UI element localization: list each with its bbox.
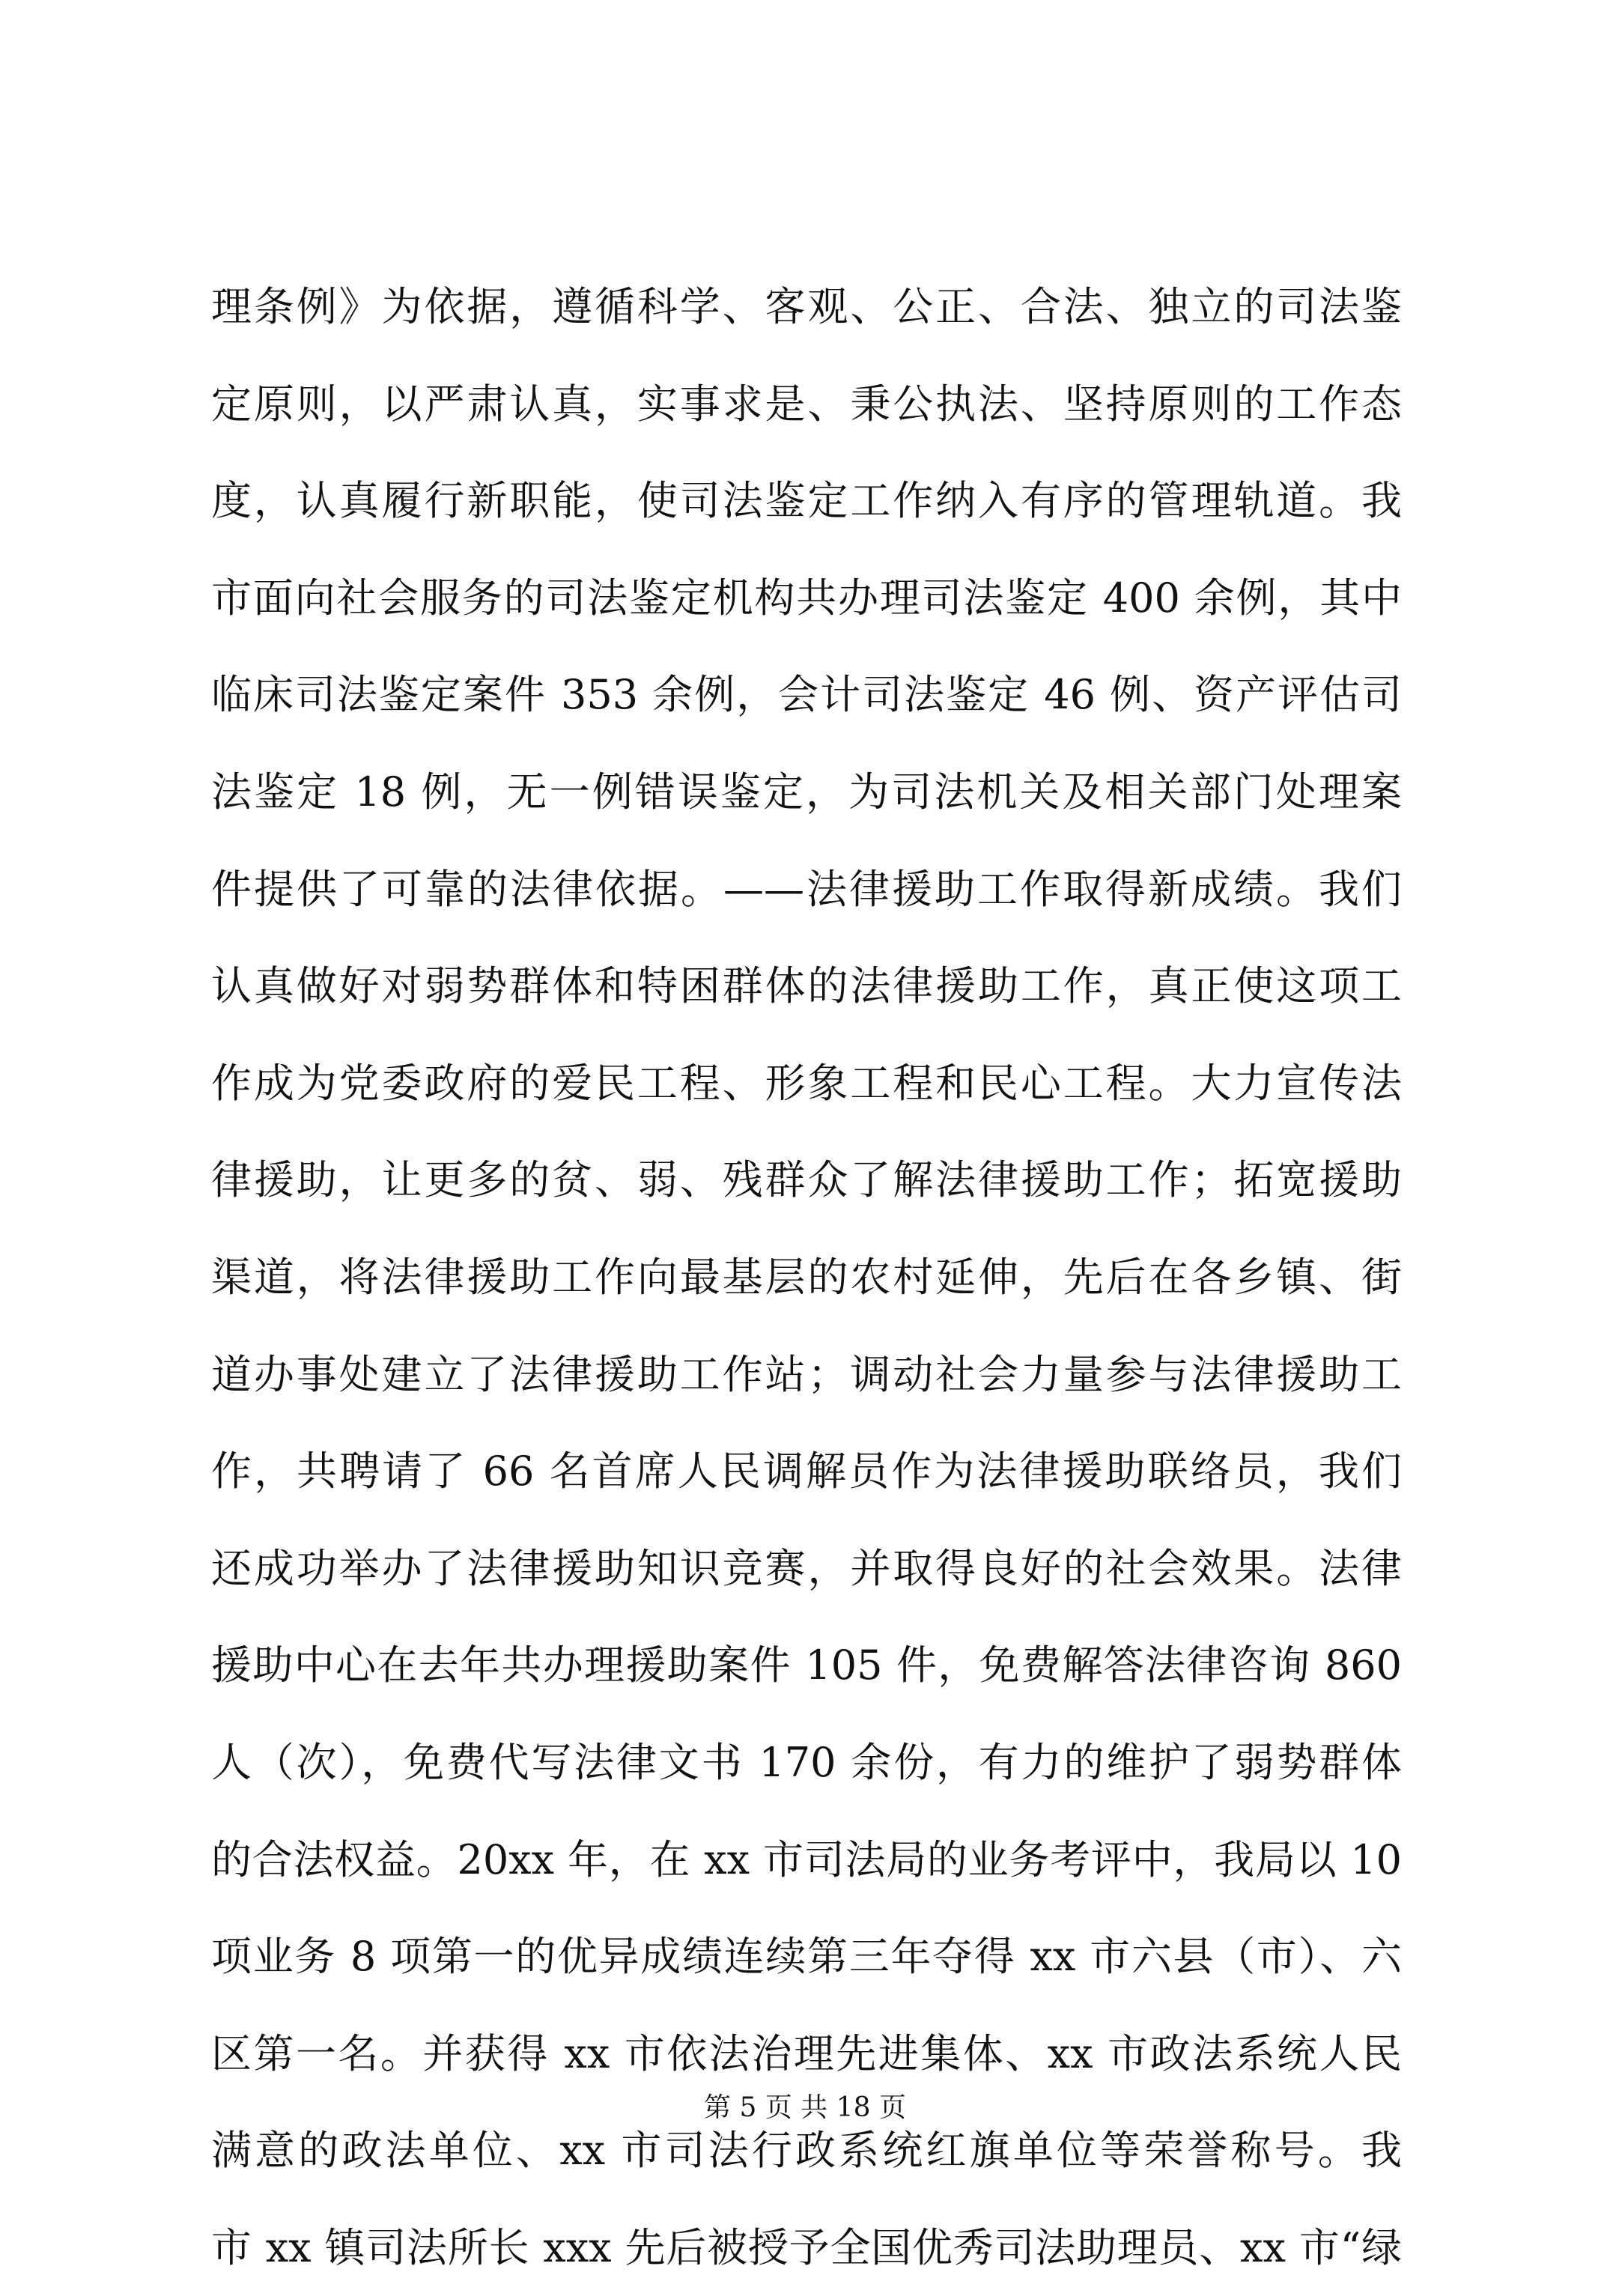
text-line: 区第一名。并获得 xx 市依法治理先进集体、xx 市政法系统人民	[211, 2029, 1402, 2077]
text-line: 件提供了可靠的法律依据。——法律援助工作取得新成绩。我们	[211, 865, 1402, 913]
text-line: 项业务 8 项第一的优异成绩连续第三年夺得 xx 市六县（市）、六	[211, 1933, 1402, 1981]
text-line: 作，共聘请了 66 名首席人民调解员作为法律援助联络员，我们	[211, 1448, 1402, 1495]
text-line: 还成功举办了法律援助知识竞赛，并取得良好的社会效果。法律	[211, 1544, 1402, 1592]
text-line: 市 xx 镇司法所长 xxx 先后被授予全国优秀司法助理员、xx 市“绿	[211, 2223, 1402, 2271]
body-text	[211, 258, 1402, 2296]
text-line: 市面向社会服务的司法鉴定机构共办理司法鉴定 400 余例，其中	[211, 574, 1402, 622]
text-line: 度，认真履行新职能，使司法鉴定工作纳入有序的管理轨道。我	[211, 477, 1402, 525]
text-line: 满意的政法单位、xx 市司法行政系统红旗单位等荣誉称号。我	[211, 2127, 1402, 2175]
text-line: 援助中心在去年共办理援助案件 105 件，免费解答法律咨询 860	[211, 1641, 1402, 1689]
text-line: 认真做好对弱势群体和特困群体的法律援助工作，真正使这项工	[211, 962, 1402, 1010]
text-line: 人（次），免费代写法律文书 170 余份，有力的维护了弱势群体	[211, 1738, 1402, 1786]
text-line: 临床司法鉴定案件 353 余例，会计司法鉴定 46 例、资产评估司	[211, 671, 1402, 719]
text-line: 理条例》为依据，遵循科学、客观、公正、合法、独立的司法鉴	[211, 283, 1402, 330]
text-line: 渠道，将法律援助工作向最基层的农村延伸，先后在各乡镇、街	[211, 1253, 1402, 1301]
text-line: 律援助，让更多的贫、弱、残群众了解法律援助工作；拓宽援助	[211, 1156, 1402, 1204]
text-line: 道办事处建立了法律援助工作站；调动社会力量参与法律援助工	[211, 1350, 1402, 1398]
text-line: 法鉴定 18 例，无一例错误鉴定，为司法机关及相关部门处理案	[211, 768, 1402, 816]
page-number-label: 第 5 页 共 18 页	[704, 2092, 906, 2123]
text-line: 作成为党委政府的爱民工程、形象工程和民心工程。大力宣传法	[211, 1059, 1402, 1107]
page-footer	[0, 2089, 1610, 2127]
text-line: 的合法权益。20xx 年，在 xx 市司法局的业务考评中，我局以 10	[211, 1835, 1402, 1883]
text-line: 定原则，以严肃认真，实事求是、秉公执法、坚持原则的工作态	[211, 380, 1402, 428]
